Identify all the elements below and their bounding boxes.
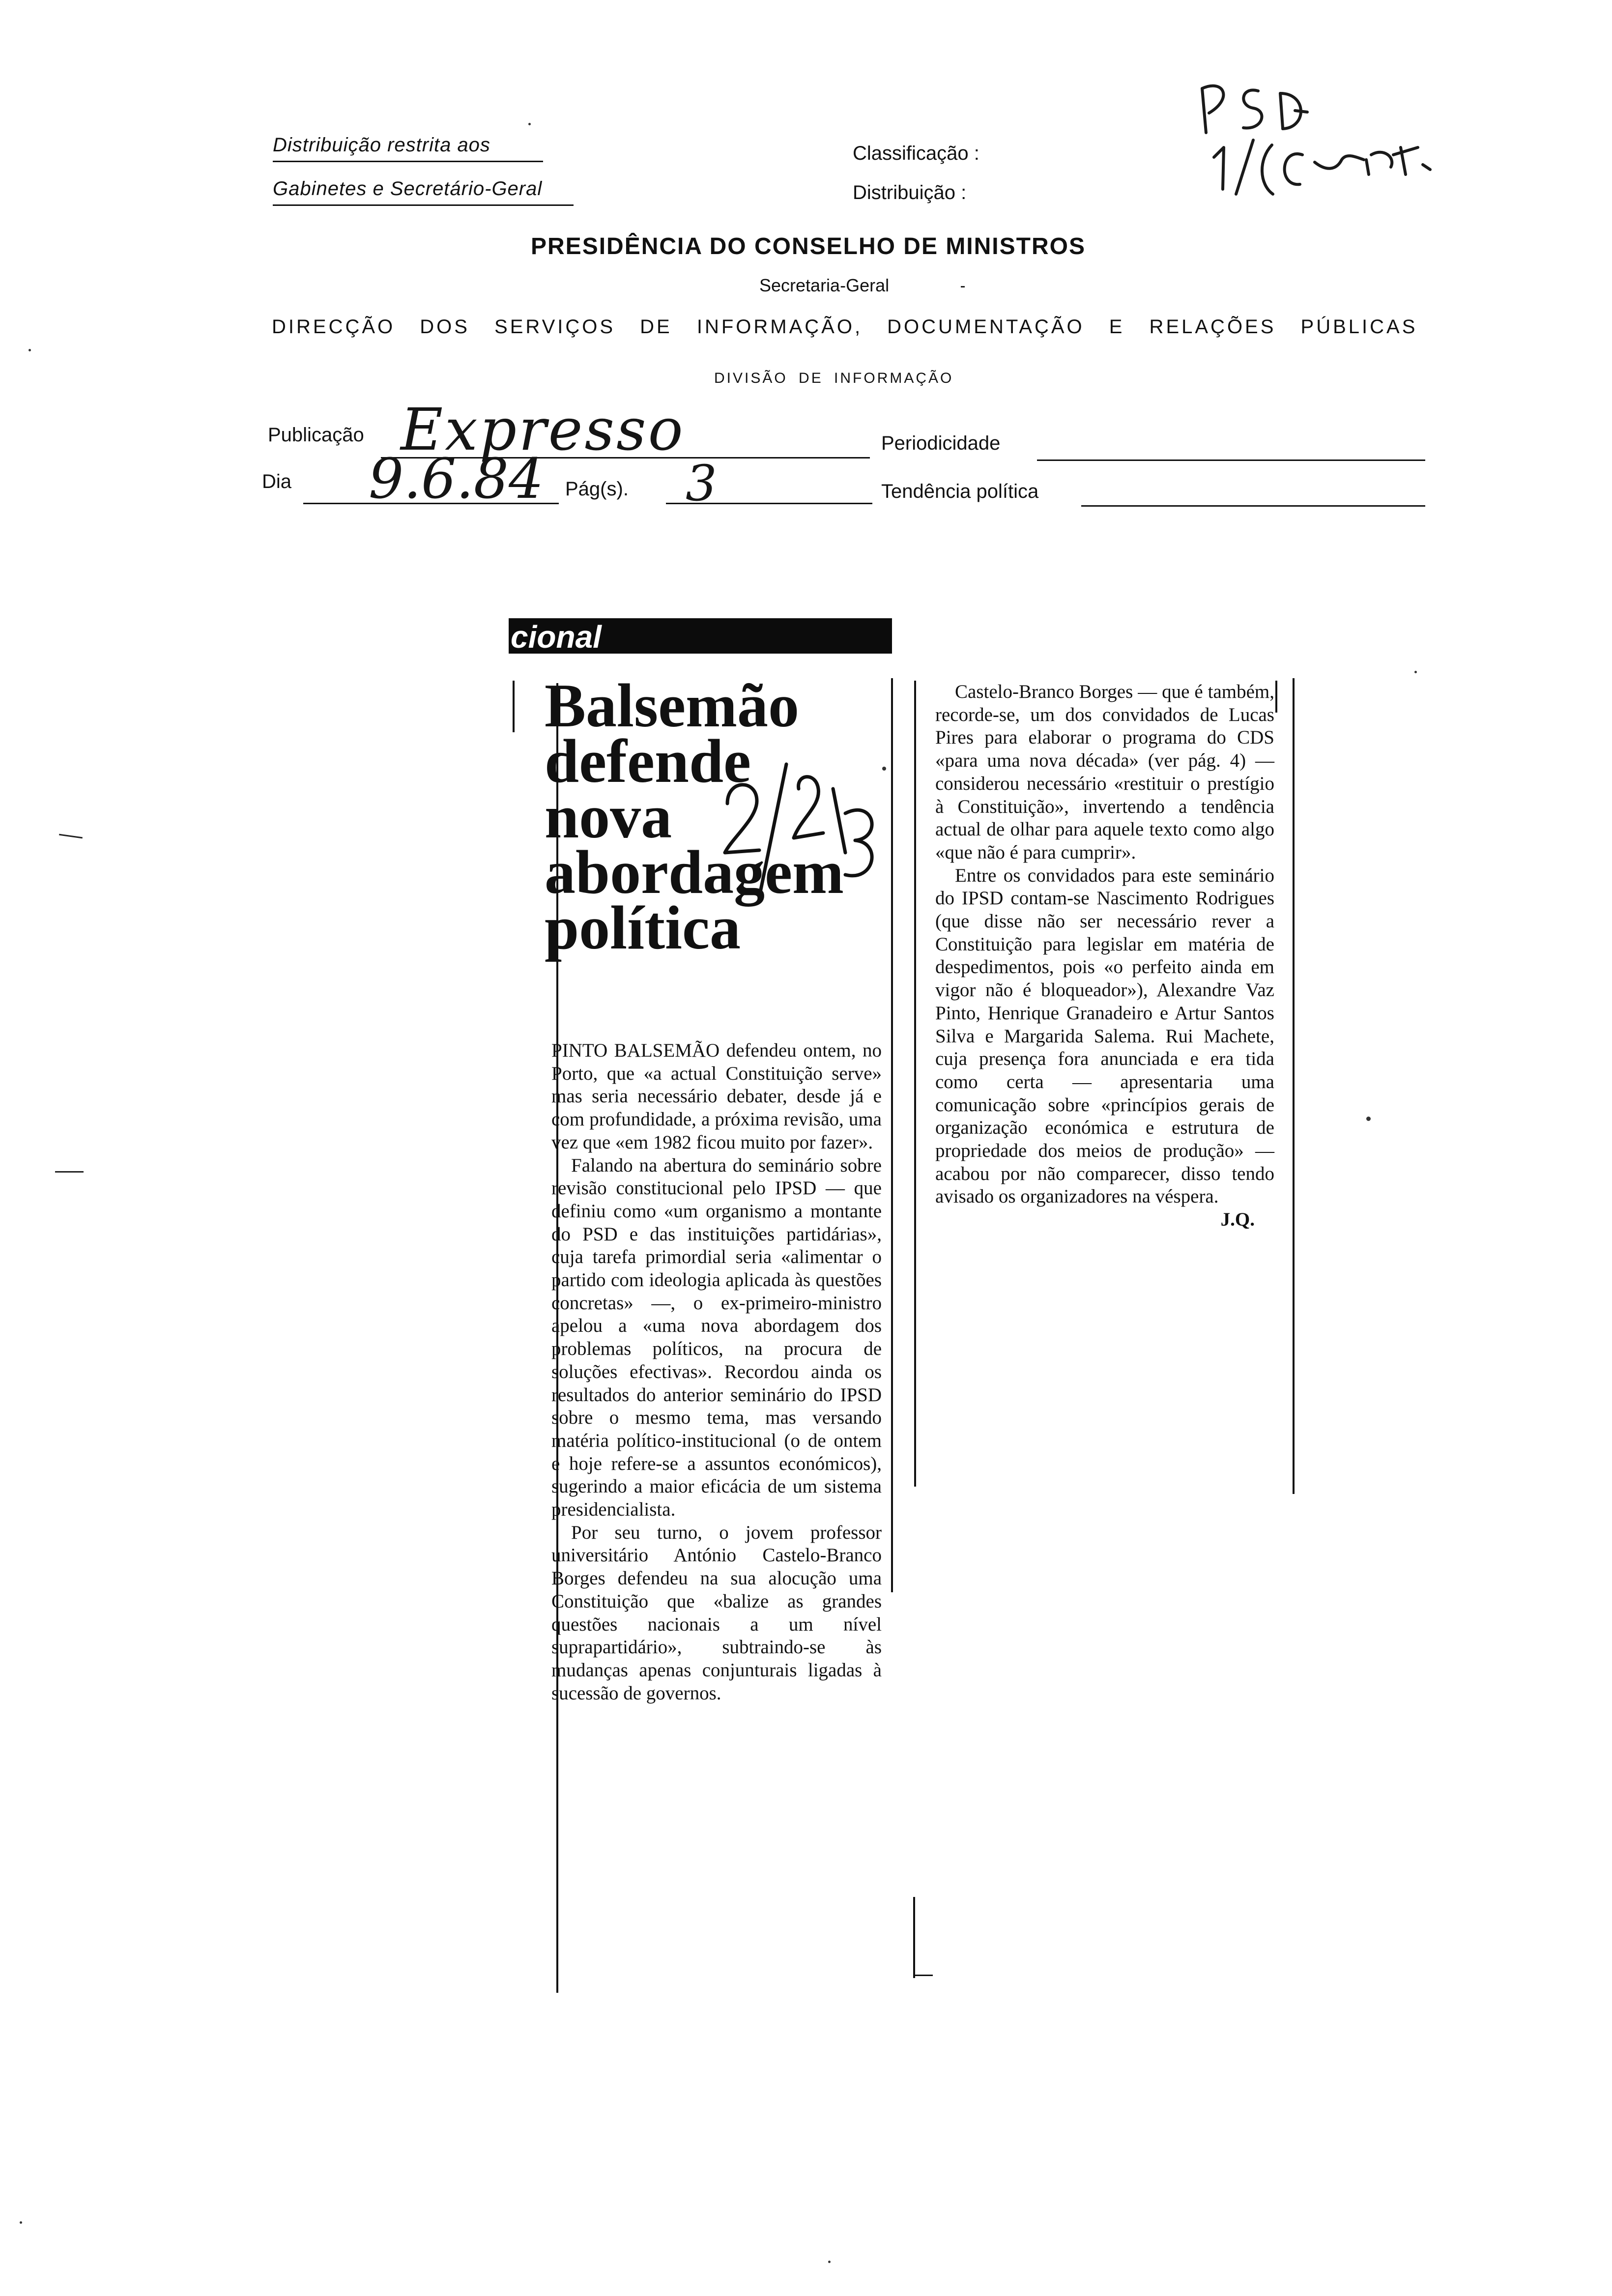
paragraph: PINTO BALSEMÃO defendeu ontem, no Porto, que «a actual Constituição serve» mas seria necessário debater, desde já e com profundidade, a próxima revisão, uma vez que «em 1982 ficou muito por fazer». [551, 1040, 882, 1153]
speck [882, 767, 886, 771]
paragraph: Falando na abertura do seminário sobre revisão constitucional pelo IPSD — que definiu como «um organismo a montante do PSD e das instituições partidárias», cuja tarefa primordial seria «alimentar o partido com ideologia aplicada às questões concretas» —, o ex-primeiro-ministro apelou a «uma nova abordagem dos problemas políticos, na procura de soluções efectivas». Recordou ainda os resultados do anterior seminário do IPSD sobre o mesmo tema, mas versando matéria político-institucional (o de ontem e hoje refere-se a assuntos económicos), sugerindo a maior eficácia de um sistema presidencialista. [551, 1154, 882, 1521]
article-left-column [551, 1039, 882, 1705]
periodicity-label: Periodicidade [881, 432, 1001, 454]
speck [828, 2261, 831, 2263]
handwritten-mark [713, 759, 885, 907]
tendency-line [1081, 505, 1425, 507]
publication-label: Publicação [268, 424, 364, 446]
article-headline: Balsemão defende nova abordagem política [545, 672, 844, 962]
speck [1366, 1117, 1371, 1121]
speck [29, 349, 31, 351]
handwriting-strokes-icon [1194, 74, 1460, 201]
speck [1414, 671, 1417, 673]
speck [528, 123, 531, 125]
margin-dash [59, 834, 83, 839]
small-rule [913, 1897, 915, 1978]
restricted-distribution-line1: Distribuição restrita aos [273, 134, 490, 156]
tendency-label: Tendência política [881, 481, 1039, 502]
article-right-column [935, 681, 1274, 1232]
paragraph: Castelo-Branco Borges — que é também, recorde-se, um dos convidados de Lucas Pires para elaborar o programa do CDS «para uma nova década» (ver pág. 4) — considerou necessário «restituir o prestígio à Constituição», invertendo a tendência actual de olhar para aquele texto como algo «que não é para cumprir». [935, 681, 1274, 863]
underline [273, 204, 574, 206]
pages-label: Pág(s). [565, 478, 629, 500]
speck [20, 2221, 22, 2224]
division-line: DIVISÃO DE INFORMAÇÃO [714, 370, 954, 386]
signature-line [935, 1208, 1274, 1232]
restricted-distribution-line2: Gabinetes e Secretário-Geral [273, 178, 543, 200]
margin-dash [55, 1171, 84, 1173]
subtitle: Secretaria-Geral [759, 275, 890, 295]
right-rule [1293, 678, 1295, 1494]
dash-mark [961, 286, 965, 287]
periodicity-line [1037, 459, 1425, 461]
left-rule [513, 681, 515, 732]
handwritten-annotation [1194, 74, 1460, 201]
bottom-bracket [913, 1975, 933, 1976]
center-rule [891, 678, 893, 1592]
distribution-label: Distribuição : [853, 182, 967, 203]
publication-handwritten-value: Expresso [401, 396, 685, 463]
right-rule [1275, 681, 1277, 713]
paragraph: Por seu turno, o jovem professor universitário António Castelo-Branco Borges defendeu na sua alocução uma Constituição que «balize as grandes questões nacionais a um nível suprapartidário», subtraindo-se às mudanças apenas conjunturais ligadas à sucessão de governos. [551, 1521, 882, 1704]
classification-label: Classificação : [853, 143, 979, 164]
author-signature: J.Q. [1220, 1209, 1255, 1231]
directorate-line: DIRECÇÃO DOS SERVIÇOS DE INFORMAÇÃO, DOCUMENTAÇÃO E RELAÇÕES PÚBLICAS [272, 316, 1418, 338]
day-handwritten-value: 9.6.84 [369, 447, 544, 511]
underline [273, 161, 543, 162]
paragraph: Entre os convidados para este seminário do IPSD contam-se Nascimento Rodrigues (que disse não ser necessário rever a Constituição para legislar em matéria de despedimentos, pois «o perfeito ainda em vigor não é bloqueador»), Alexandre Vaz Pinto, Henrique Granadeiro e Artur Santos Silva e Margarida Salema. Rui Machete, cuja presença fora anunciada e era tida como certa — apresentaria uma comunicação sobre «princípios gerais de organização económica e estrutura de propriedade dos meios de produção» — acabou por não comparecer, disso tendo avisado os organizadores na véspera. [935, 864, 1274, 1207]
pages-handwritten-value: 3 [686, 455, 717, 512]
page-title: PRESIDÊNCIA DO CONSELHO DE MINISTROS [531, 233, 1086, 259]
center-rule [914, 681, 916, 1487]
handwritten-mark-strokes-icon [713, 759, 885, 907]
section-banner: cional [509, 618, 892, 654]
day-label: Dia [262, 471, 292, 492]
